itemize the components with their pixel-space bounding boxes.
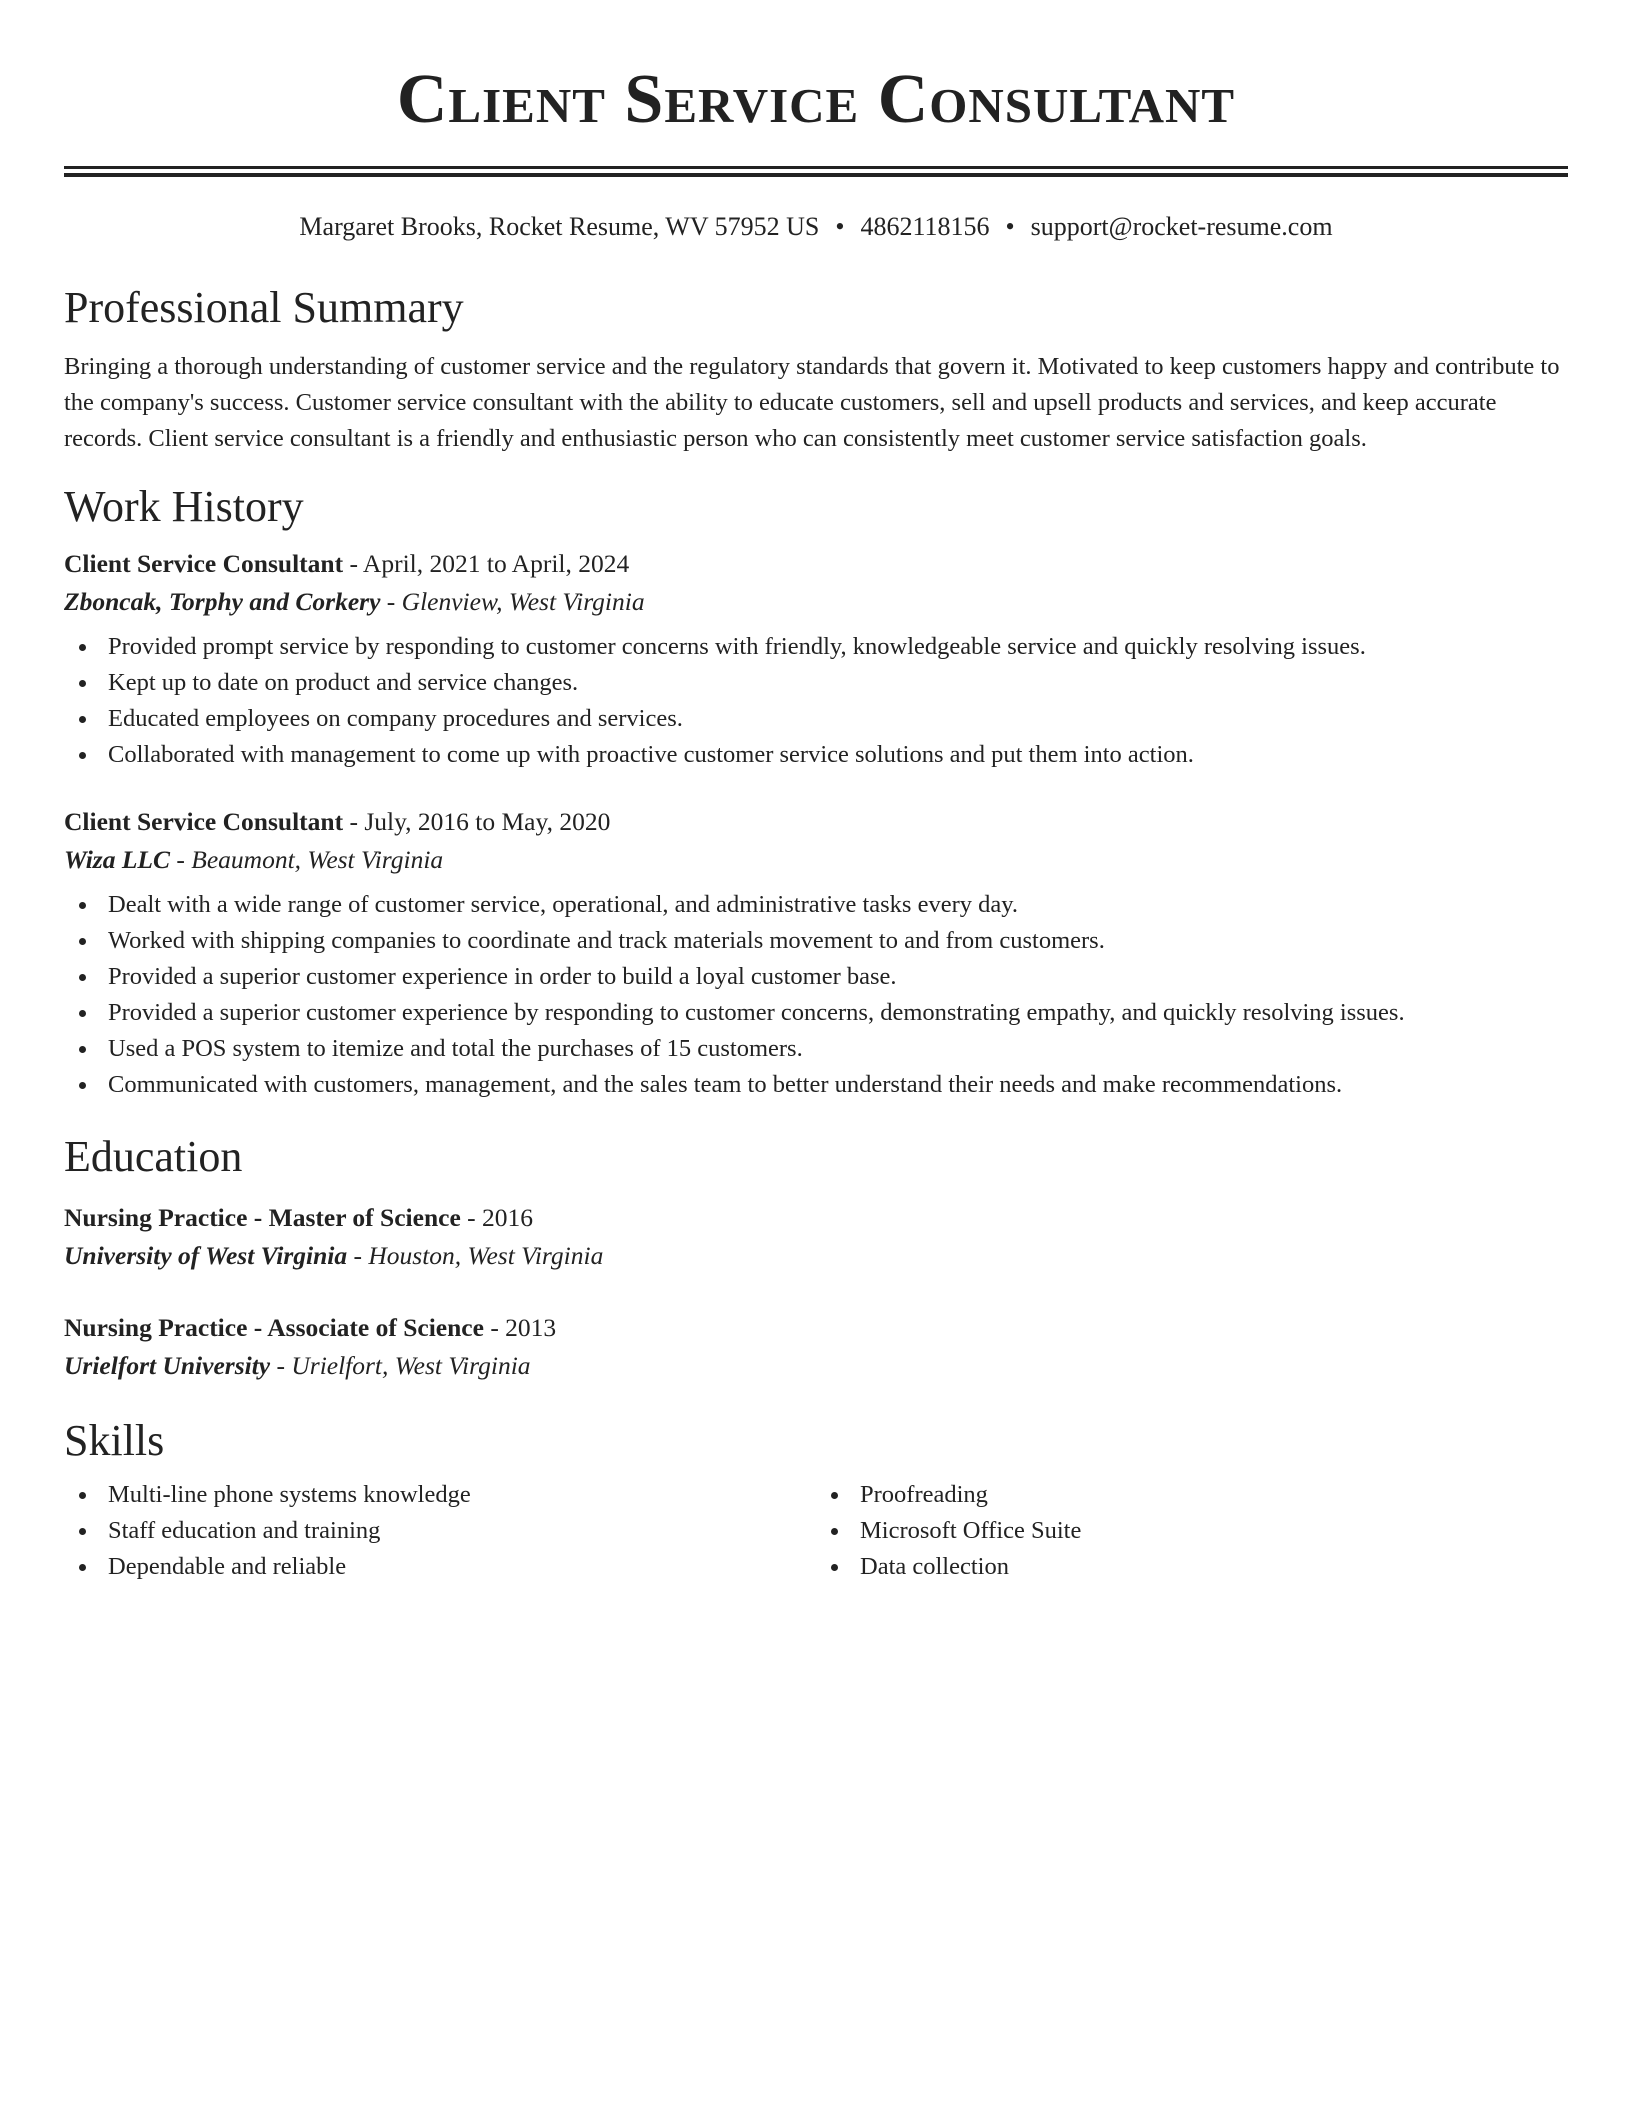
job-bullet: Provided a superior customer experience in order to build a loyal customer base. bbox=[64, 959, 1568, 995]
skills-column-right bbox=[816, 1477, 1568, 1585]
skills-column-left bbox=[64, 1477, 816, 1585]
degree-year: - 2016 bbox=[460, 1203, 534, 1232]
job-company-line bbox=[64, 583, 1568, 621]
school-name: Urielfort University bbox=[64, 1351, 271, 1380]
job-title-line bbox=[64, 545, 1568, 583]
degree-line bbox=[64, 1309, 1568, 1347]
skill-item: Staff education and training bbox=[64, 1513, 816, 1549]
job-role: Client Service Consultant bbox=[64, 549, 344, 578]
summary-heading: Professional Summary bbox=[64, 283, 464, 332]
education-entry bbox=[64, 1199, 1568, 1275]
job-entry bbox=[64, 803, 1568, 1103]
skill-item: Multi-line phone systems knowledge bbox=[64, 1477, 816, 1513]
job-location: - Beaumont, West Virginia bbox=[170, 845, 444, 874]
job-bullets bbox=[64, 887, 1568, 1103]
job-role: Client Service Consultant bbox=[64, 807, 344, 836]
job-company: Zboncak, Torphy and Corkery bbox=[64, 587, 381, 616]
skill-item: Dependable and reliable bbox=[64, 1549, 816, 1585]
job-bullet: Collaborated with management to come up with proactive customer service solutions and put them into action. bbox=[64, 737, 1568, 773]
job-bullet: Communicated with customers, management, and the sales team to better understand their needs and make recommendations. bbox=[64, 1067, 1568, 1103]
job-location: - Glenview, West Virginia bbox=[380, 587, 645, 616]
job-title-line bbox=[64, 803, 1568, 841]
degree-name: Nursing Practice - Master of Science bbox=[64, 1203, 461, 1232]
skill-item: Data collection bbox=[816, 1549, 1568, 1585]
job-bullet: Provided a superior customer experience by responding to customer concerns, demonstrating empathy, and quickly resolving issues. bbox=[64, 995, 1568, 1031]
skill-item: Microsoft Office Suite bbox=[816, 1513, 1568, 1549]
education-heading: Education bbox=[64, 1132, 243, 1181]
job-dates: - April, 2021 to April, 2024 bbox=[343, 549, 630, 578]
job-bullets bbox=[64, 629, 1568, 773]
job-bullet: Dealt with a wide range of customer service, operational, and administrative tasks every day. bbox=[64, 887, 1568, 923]
contact-separator: • bbox=[1005, 212, 1015, 241]
school-name: University of West Virginia bbox=[64, 1241, 348, 1270]
skill-item: Proofreading bbox=[816, 1477, 1568, 1513]
job-bullet: Educated employees on company procedures and services. bbox=[64, 701, 1568, 737]
job-company: Wiza LLC bbox=[64, 845, 171, 874]
skills-heading: Skills bbox=[64, 1416, 165, 1465]
school-location: - Urielfort, West Virginia bbox=[270, 1351, 531, 1380]
education-entry bbox=[64, 1309, 1568, 1385]
work-history-heading: Work History bbox=[64, 482, 304, 531]
contact-separator: • bbox=[835, 212, 845, 241]
job-bullet: Used a POS system to itemize and total the purchases of 15 customers. bbox=[64, 1031, 1568, 1067]
job-entry bbox=[64, 545, 1568, 773]
job-dates: - July, 2016 to May, 2020 bbox=[343, 807, 611, 836]
contact-address: Margaret Brooks, Rocket Resume, WV 57952 US bbox=[299, 212, 820, 241]
contact-phone: 4862118156 bbox=[860, 212, 990, 241]
contact-line bbox=[64, 210, 1568, 244]
school-location: - Houston, West Virginia bbox=[347, 1241, 604, 1270]
job-bullet: Kept up to date on product and service changes. bbox=[64, 665, 1568, 701]
degree-name: Nursing Practice - Associate of Science bbox=[64, 1313, 484, 1342]
summary-text: Bringing a thorough understanding of customer service and the regulatory standards that govern it. Motivated to keep customers happy and contribute to the company's success. Customer service consultant with the ability to educate customers, sell and upsell products and services, and keep accurate records. Client service consultant is a friendly and enthusiastic person who can consistently meet customer service satisfaction goals. bbox=[64, 353, 1560, 452]
job-bullet: Provided prompt service by responding to customer concerns with friendly, knowledgeable service and quickly resolving issues. bbox=[64, 629, 1568, 665]
job-bullet: Worked with shipping companies to coordinate and track materials movement to and from customers. bbox=[64, 923, 1568, 959]
contact-email: support@rocket-resume.com bbox=[1030, 212, 1333, 241]
school-line bbox=[64, 1237, 1568, 1275]
title-divider bbox=[64, 166, 1568, 177]
resume-title: Client Service Consultant bbox=[396, 61, 1236, 138]
job-company-line bbox=[64, 841, 1568, 879]
degree-line bbox=[64, 1199, 1568, 1237]
school-line bbox=[64, 1347, 1568, 1385]
degree-year: - 2013 bbox=[483, 1313, 557, 1342]
skills-list bbox=[64, 1477, 1568, 1585]
